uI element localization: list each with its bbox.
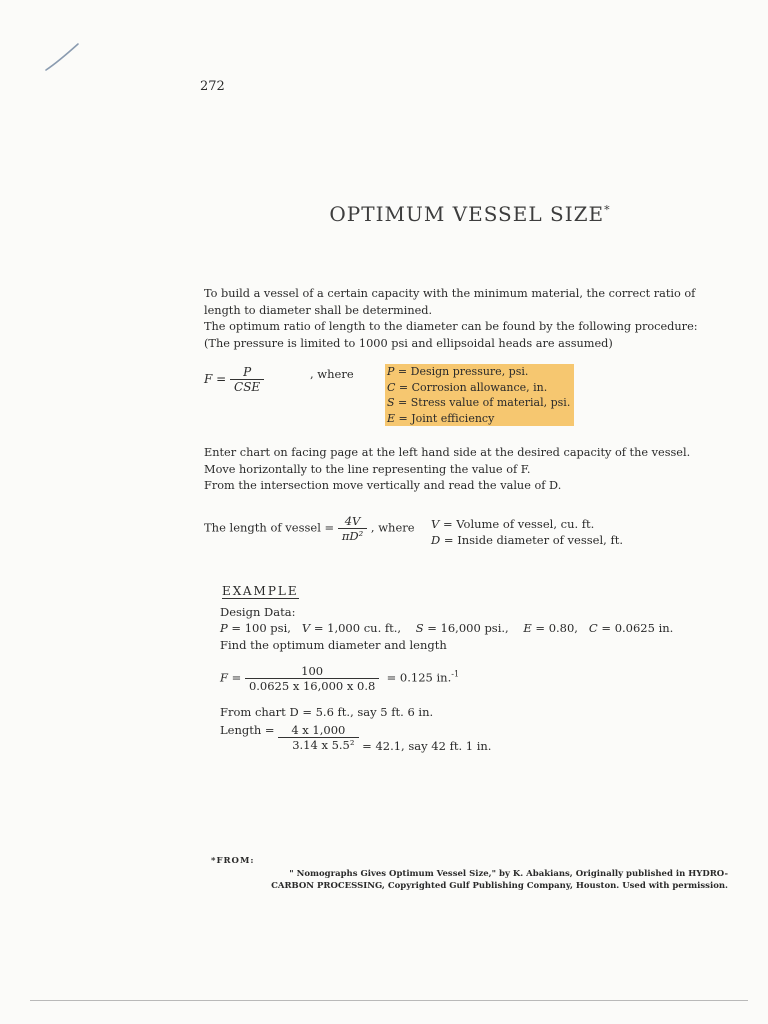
length-definitions: [431, 516, 623, 548]
f-calc-fraction: $\frac{100}{0.0625 x 16,000 x 0.8}$: [245, 664, 379, 693]
intro-line: length to diameter shall be determined.: [204, 303, 433, 317]
instruction-line: Enter chart on facing page at the left hand side at the desired capacity of the vessel.: [204, 446, 691, 459]
length-formula-numerator: 4V: [338, 514, 367, 529]
page-bottom-rule: [30, 1000, 748, 1001]
f-formula-denominator: CSE: [234, 380, 261, 394]
f-formula-fraction: [230, 365, 264, 394]
f-calc-result: = 0.125 in.: [386, 670, 452, 685]
intro-line: To build a vessel of a certain capacity with the minimum material, the correct ratio of: [204, 287, 696, 300]
pen-stroke-mark: [44, 40, 84, 74]
title-footnote-marker: *: [604, 203, 611, 217]
title-text: OPTIMUM VESSEL SIZE: [329, 202, 605, 226]
page-title: [0, 202, 768, 226]
f-formula-lhs: F =: [204, 372, 227, 386]
length-formula-denominator: πD²: [341, 529, 364, 543]
length-calculation: Length = $\frac{4 x 1,000}{\text{3.14 x 5.5²}}$ = 42.1, say 42 ft. 1 in.: [220, 723, 492, 753]
f-formula: [204, 365, 264, 394]
definition-row: D = Inside diameter of vessel, ft.: [431, 533, 623, 547]
f-formula-numerator: P: [230, 365, 264, 380]
definition-row: V = Volume of vessel, cu. ft.: [431, 517, 595, 531]
instruction-line: From the intersection move vertically and read the value of D.: [204, 479, 562, 492]
length-formula-lhs: The length of vessel =: [204, 520, 335, 535]
length-calc-result: = 42.1, say 42 ft. 1 in.: [362, 739, 492, 753]
f-calc-exponent: -1: [451, 669, 460, 679]
chart-instructions: [204, 445, 734, 495]
variable-row: E = Joint efficiency: [385, 411, 574, 427]
intro-line: The optimum ratio of length to the diameter can be found by the following procedure:: [204, 320, 698, 333]
footnote-label: *FROM:: [211, 856, 255, 866]
variable-row: S = Stress value of material, psi.: [385, 395, 574, 411]
f-calculation: F = $\frac{100}{0.0625 x 16,000 x 0.8}$ = 0.125 in.$^{-1}$: [220, 664, 460, 693]
example-heading: EXAMPLE: [222, 584, 299, 598]
length-formula-where: , where: [370, 520, 415, 535]
f-formula-where: , where: [310, 367, 354, 381]
variable-row: P = Design pressure, psi.: [385, 364, 574, 380]
design-data-label: Design Data:: [220, 605, 296, 619]
footnote-citation: " Nomographs Gives Optimum Vessel Size," by K. Abakians, Originally published in HYDRO- CARBON PROCESSING, Copyrighted Gulf Publishing Company, Houston. Used with permission.: [271, 869, 728, 891]
length-formula-fraction: [338, 514, 367, 543]
length-calc-fraction: $\frac{4 x 1,000}{\text{3.14 x 5.5²}}$: [278, 723, 358, 752]
page-number: 272: [200, 79, 225, 94]
instruction-line: Move horizontally to the line representing the value of F.: [204, 462, 531, 476]
variable-legend: [385, 364, 574, 426]
intro-line: (The pressure is limited to 1000 psi and ellipsoidal heads are assumed): [204, 336, 613, 350]
find-text: Find the optimum diameter and length: [220, 638, 447, 652]
intro-paragraph: [204, 286, 734, 352]
design-data-values: P = 100 psi, V = 1,000 cu. ft., S = 16,000 psi., E = 0.80, C = 0.0625 in.: [220, 621, 674, 635]
chart-result: From chart D = 5.6 ft., say 5 ft. 6 in.: [220, 705, 434, 719]
variable-row: C = Corrosion allowance, in.: [385, 380, 574, 396]
length-formula: [204, 514, 415, 543]
